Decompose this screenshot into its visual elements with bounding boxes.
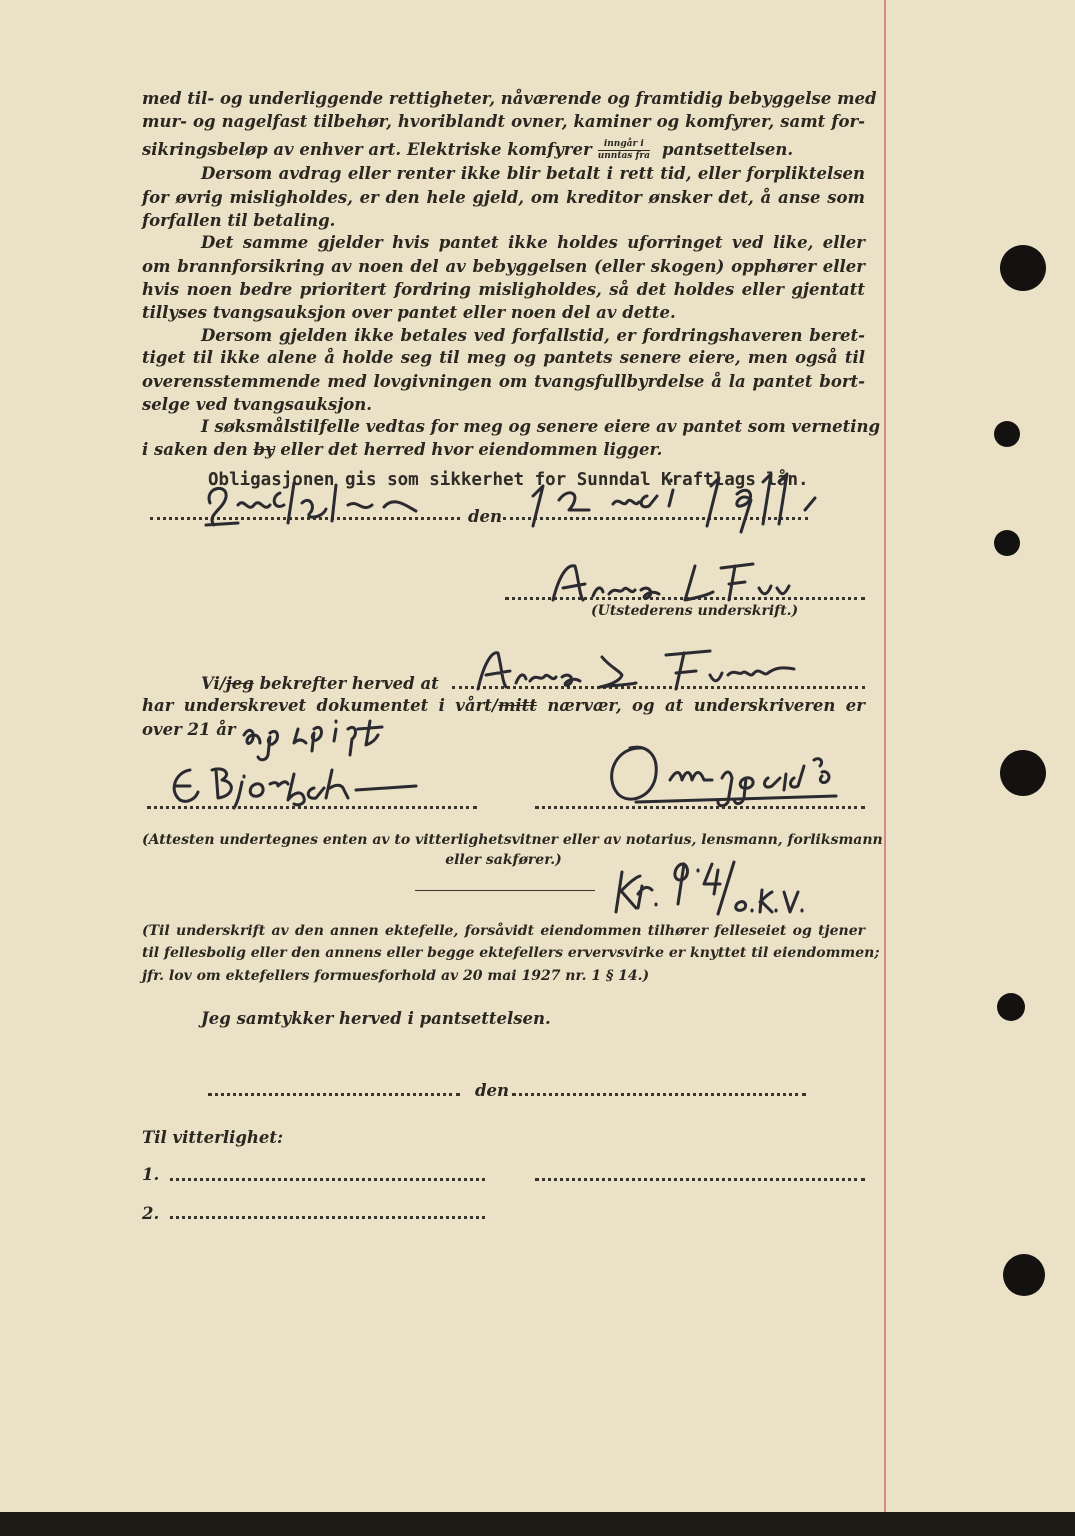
handwritten-confirmed-name [470, 645, 840, 695]
punch-hole [997, 993, 1025, 1021]
witness1-signature [160, 760, 430, 808]
body-line: I søksmålstilfelle vedtas for meg og senere eiere av pantet som verneting [201, 417, 881, 436]
spouse-note-line1: (Til underskrift av den annen ektefelle, forsåvidt eiendommen tilhører felleseiet og tjener [142, 923, 865, 939]
punch-hole [1000, 750, 1046, 796]
handwritten-addition [240, 715, 400, 760]
body-line: selge ved tvangsauksjon. [142, 395, 373, 414]
issuer-caption: (Utstederens underskrift.) [591, 603, 799, 619]
confirmation-line2: har underskrevet dokumentet i vårt/mitt nærvær, og at underskriveren er [142, 696, 865, 715]
body-line: tillyses tvangsauksjon over pantet eller noen del av dette. [142, 303, 676, 322]
attestation-caption-line2: eller sakfører.) [445, 852, 562, 868]
witness1-line-right [535, 1178, 865, 1181]
margin-rule [884, 0, 886, 1512]
spouse-den-label: den [475, 1081, 510, 1100]
body-line: hvis noen bedre prioritert fordring misligholdes, så det holdes eller gjentatt [142, 280, 865, 299]
spouse-place-dotted-line [208, 1093, 460, 1096]
spouse-note-line2: til fellesbolig eller den annens eller begge ektefellers ervervsvirke er knyttet til eiendommen; [142, 945, 880, 961]
body-line: overensstemmende med lovgivningen om tvangsfullbyrdelse å la pantet bort- [142, 372, 865, 391]
scan-bottom-edge [0, 1512, 1075, 1536]
spouse-date-dotted-line [512, 1093, 806, 1096]
handwritten-date [515, 466, 835, 536]
body-line: forfallen til betaling. [142, 211, 336, 230]
body-line: mur- og nagelfast tilbehør, hvoriblandt ovner, kaminer og komfyrer, samt for- [142, 112, 865, 131]
punch-hole [1000, 245, 1046, 291]
body-line: med til- og underliggende rettigheter, nåværende og framtidig bebyggelse med [142, 89, 877, 108]
confirmation-line3: over 21 år [142, 720, 236, 739]
body-line: Dersom avdrag eller renter ikke blir betalt i rett tid, eller forpliktelsen [201, 164, 865, 183]
punch-hole [1003, 1254, 1045, 1296]
spouse-signature-rule [415, 890, 595, 891]
handwritten-place [198, 475, 428, 535]
attestation-caption-line1: (Attesten undertegnes enten av to vitterlighetsvitner eller av notarius, lensmann, forliksmann [142, 832, 883, 848]
fraction-inngar-unntas: $\frac{\text{inngår i}}{\text{unntas fra}}$ [597, 139, 650, 161]
punch-hole [994, 530, 1020, 556]
body-line: tiget til ikke alene å holde seg til meg og pantets senere eiere, men også til [142, 348, 865, 367]
witness1-dotted-line [147, 806, 477, 809]
handwritten-reference-note [612, 860, 832, 916]
witness2-signature [600, 738, 860, 810]
punch-hole [994, 421, 1020, 447]
body-line: Det samme gjelder hvis pantet ikke holdes uforringet ved like, eller [201, 233, 865, 252]
den-label: den [468, 507, 503, 526]
witness2-line [170, 1216, 485, 1219]
issuer-signature [545, 560, 795, 608]
spouse-consent: Jeg samtykker herved i pantsettelsen. [201, 1009, 551, 1028]
witness-number-1: 1. [142, 1165, 160, 1184]
confirmation-line1: Vi/jeg bekrefter herved at [201, 674, 439, 693]
body-line: om brannforsikring av noen del av bebyggelsen (eller skogen) opphører eller [142, 257, 865, 276]
body-line: sikringsbeløp av enhver art. Elektriske komfyrer $\frac{\text{inngår i}}{\text{unntas fra}}$ pantsettelsen. [142, 139, 794, 161]
body-line: i saken den by eller det herred hvor eiendommen ligger. [142, 440, 663, 459]
witness1-line [170, 1178, 485, 1181]
body-line: Dersom gjelden ikke betales ved forfallstid, er fordringshaveren beret- [201, 326, 865, 345]
spouse-note-line3: jfr. lov om ektefellers formuesforhold av 20 mai 1927 nr. 1 § 14.) [142, 968, 650, 984]
body-line: for øvrig misligholdes, er den hele gjeld, om kreditor ønsker det, å anse som [142, 188, 865, 207]
witnesses-heading: Til vitterlighet: [142, 1128, 284, 1147]
witness-number-2: 2. [142, 1204, 160, 1223]
typed-note: Obligasjonen gis som sikkerhet for Sunndal Kraftlags lån. [208, 470, 809, 490]
witness2-dotted-line [535, 806, 865, 809]
